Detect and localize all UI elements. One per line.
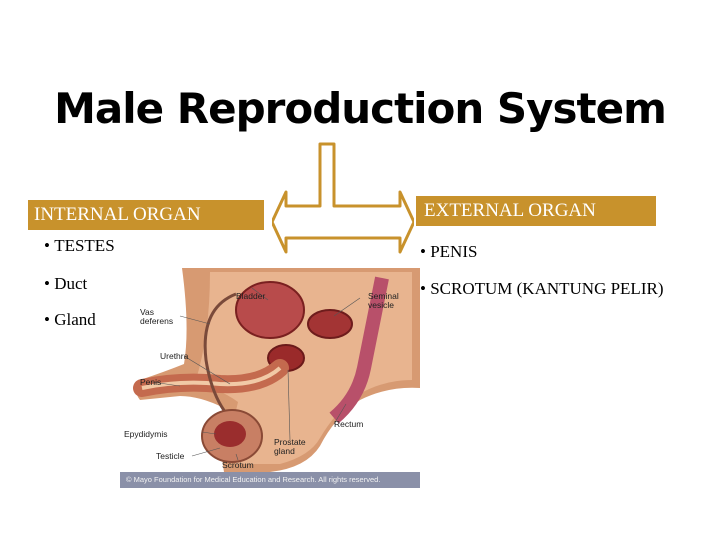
label-penis: Penis xyxy=(140,377,162,387)
label-testicle: Testicle xyxy=(156,451,185,461)
list-item-gland: • Gland xyxy=(44,310,96,330)
anatomy-illustration xyxy=(120,268,420,488)
figure-credit: © Mayo Foundation for Medical Education and Research. All rights reserved. xyxy=(120,472,420,488)
external-organ-heading: EXTERNAL ORGAN xyxy=(416,196,656,226)
label-urethra: Urethra xyxy=(160,351,189,361)
list-item-testes: • TESTES xyxy=(44,236,115,256)
list-item-scrotum: • SCROTUM (KANTUNG PELIR) xyxy=(420,279,663,299)
internal-organ-heading: INTERNAL ORGAN xyxy=(28,200,264,230)
label-seminal-vesicle: Seminal vesicle xyxy=(368,291,399,310)
label-prostate-gland: Prostate gland xyxy=(274,437,306,456)
label-rectum: Rectum xyxy=(334,419,364,429)
label-bladder: Bladder xyxy=(236,291,266,301)
page-title: Male Reproduction System xyxy=(54,84,666,133)
list-item-duct: • Duct xyxy=(44,274,87,294)
list-item-penis: • PENIS xyxy=(420,242,477,262)
label-vas-deferens: Vas deferens xyxy=(140,307,174,326)
label-scrotum: Scrotum xyxy=(222,460,254,470)
label-epididymis: Epydidymis xyxy=(124,429,168,439)
double-arrow-icon xyxy=(272,142,414,262)
